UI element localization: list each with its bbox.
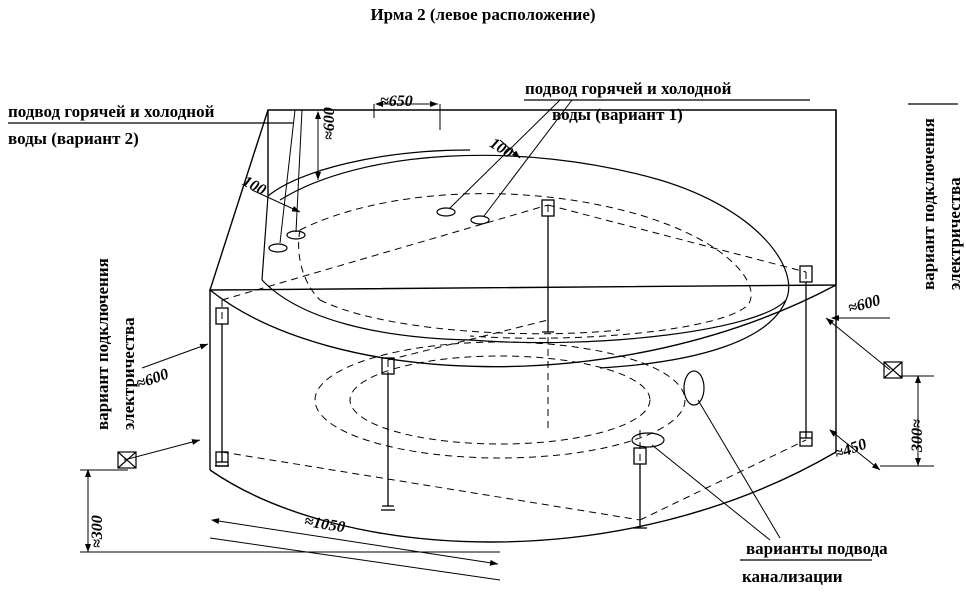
dimension-650: ≈650 bbox=[380, 93, 413, 110]
callout-sewer-line2: канализации bbox=[742, 567, 843, 586]
dimension-100-left: 100 bbox=[239, 172, 269, 200]
dimension-450: ≈450 bbox=[832, 435, 869, 463]
callout-sewer-line1: варианты подвода bbox=[746, 539, 888, 558]
leader-lines bbox=[124, 100, 890, 540]
leg-5 bbox=[800, 266, 812, 438]
hidden-lines bbox=[222, 194, 806, 520]
dimension-600-right: ≈600 bbox=[846, 291, 883, 318]
dimension-600-top: ≈600 bbox=[321, 107, 338, 140]
leg-1 bbox=[215, 308, 229, 466]
leg-2 bbox=[381, 358, 395, 510]
page-title: Ирма 2 (левое расположение) bbox=[370, 5, 596, 24]
callout-hot-cold-v2-line2: воды (вариант 2) bbox=[8, 129, 139, 148]
bath-legs bbox=[215, 200, 812, 528]
callout-hot-cold-v1-line2: воды (вариант 1) bbox=[552, 105, 683, 124]
dimension-300-left: ≈300 bbox=[89, 515, 106, 548]
callout-electric-left-line1: вариант подключения bbox=[93, 258, 112, 430]
callout-hot-cold-v2-line1: подвод горячей и холодной bbox=[8, 102, 215, 121]
callout-underlines bbox=[8, 100, 958, 560]
dimension-600-left: ≈600 bbox=[134, 365, 171, 393]
callout-electric-right-line1: вариант подключения bbox=[919, 118, 938, 290]
callout-electric-left-line2: электричества bbox=[119, 317, 138, 430]
leg-3 bbox=[542, 200, 554, 332]
fitting-holes bbox=[269, 208, 704, 447]
dimension-1050: ≈1050 bbox=[303, 512, 347, 537]
electric-connection-symbols bbox=[118, 362, 902, 468]
bath-outer-body bbox=[210, 110, 836, 542]
dimension-300-right: 300≈ bbox=[909, 419, 926, 452]
callout-electric-right-line2: электричества bbox=[945, 177, 964, 290]
callout-hot-cold-v1-line1: подвод горячей и холодной bbox=[525, 79, 732, 98]
dimension-100-top: 100 bbox=[486, 134, 516, 162]
